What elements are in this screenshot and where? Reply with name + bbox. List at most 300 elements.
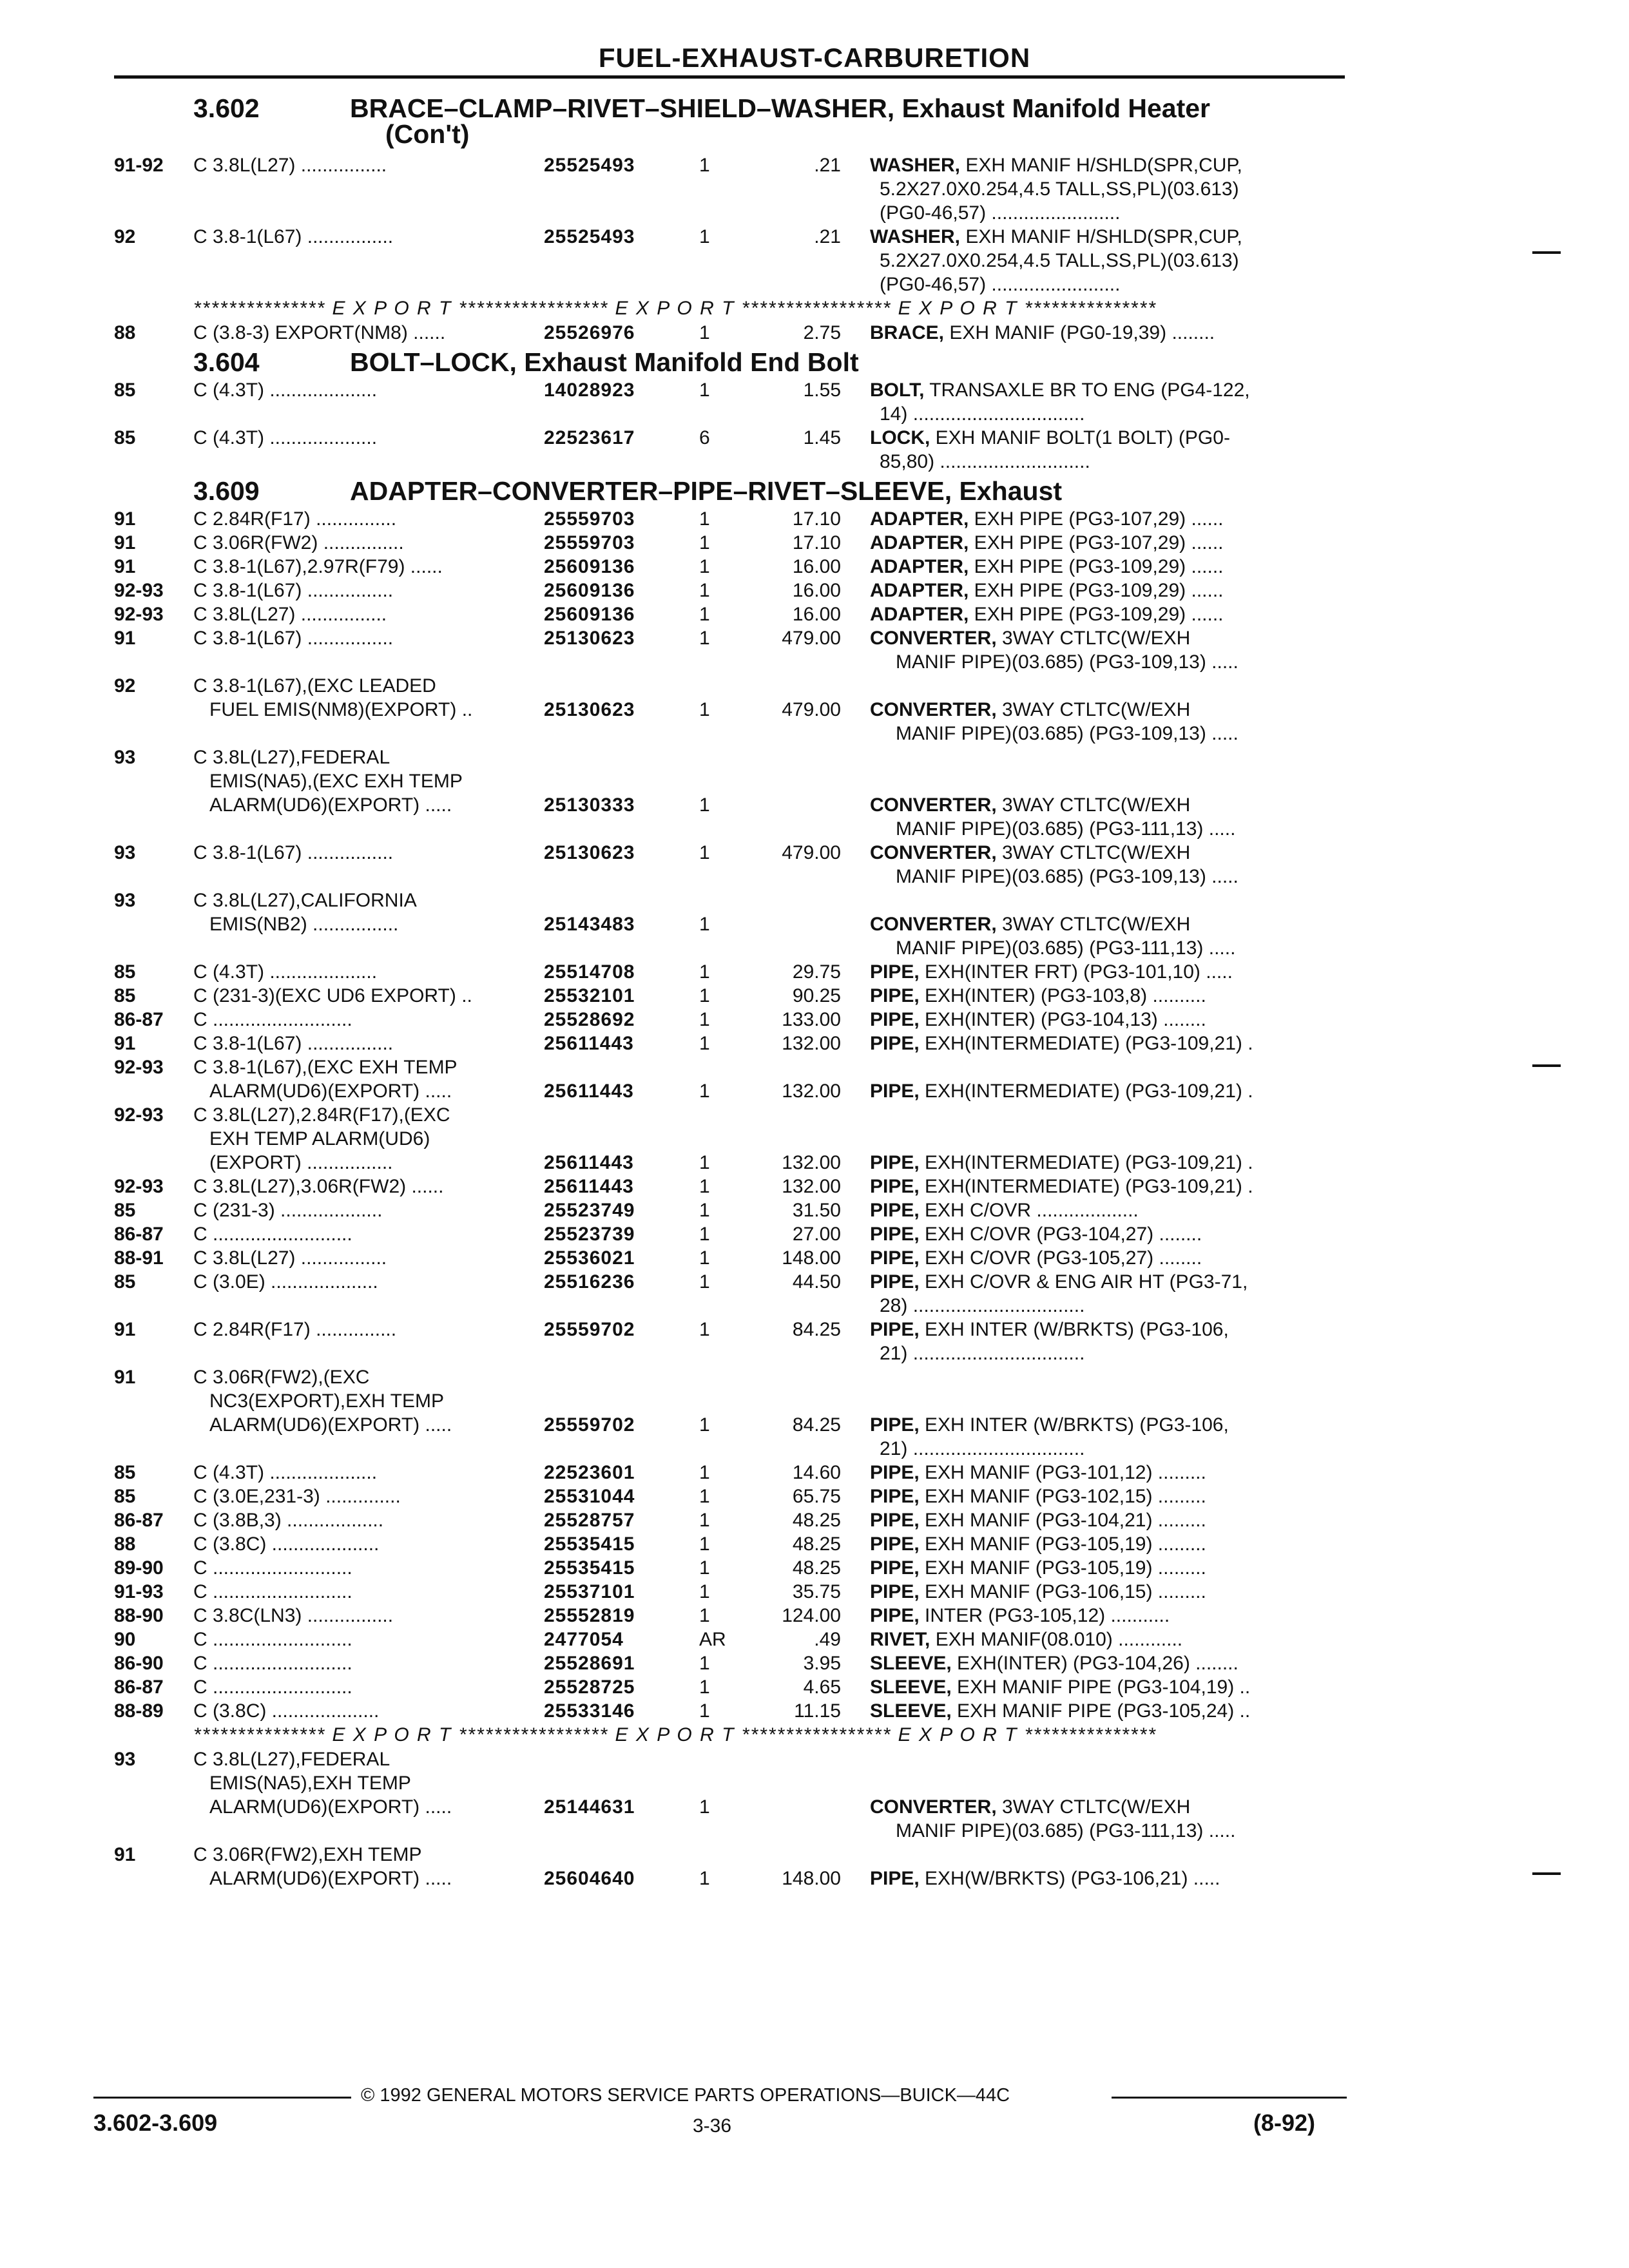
part-number: 25536021 bbox=[544, 1247, 635, 1269]
section-number: 3.602 bbox=[193, 93, 260, 123]
model-year: 91 bbox=[114, 1319, 136, 1340]
margin-mark bbox=[1532, 251, 1561, 254]
description bbox=[870, 984, 1344, 1008]
table-row bbox=[0, 1318, 1629, 1365]
table-row bbox=[0, 1103, 1629, 1175]
model-year: 85 bbox=[114, 380, 136, 401]
description-text: EXH C/OVR (PG3-104,27) ........ bbox=[919, 1224, 1202, 1245]
part-number: 2477054 bbox=[544, 1629, 624, 1650]
application: C 3.06R(FW2) ............... bbox=[193, 532, 404, 553]
quantity: 1 bbox=[699, 1176, 710, 1197]
description-name: LOCK, bbox=[870, 427, 930, 448]
description-name: PIPE, bbox=[870, 1033, 920, 1054]
description: 28) ................................ bbox=[880, 1295, 1085, 1316]
description-text: EXH MANIF H/SHLD(SPR,CUP, bbox=[960, 226, 1242, 247]
description bbox=[870, 1246, 1344, 1270]
application: C 3.06R(FW2),(EXC bbox=[193, 1367, 370, 1388]
application: C .......................... bbox=[193, 1677, 352, 1698]
application: C (3.0E) .................... bbox=[193, 1271, 378, 1293]
footer-date: (8-92) bbox=[1253, 2109, 1316, 2136]
description bbox=[870, 1556, 1344, 1580]
price: 84.25 bbox=[792, 1414, 841, 1436]
table-row bbox=[0, 745, 1629, 840]
application: C .......................... bbox=[193, 1653, 352, 1674]
quantity: 1 bbox=[699, 961, 710, 983]
table-row bbox=[0, 674, 1629, 744]
description-name: CONVERTER, bbox=[870, 628, 997, 649]
model-year: 92 bbox=[114, 226, 136, 247]
application: ALARM(UD6)(EXPORT) ..... bbox=[209, 1414, 452, 1436]
description-name: PIPE, bbox=[870, 1414, 920, 1436]
part-number: 25144631 bbox=[544, 1796, 635, 1818]
table-row bbox=[0, 984, 1629, 1008]
part-number: 25535415 bbox=[544, 1533, 635, 1555]
section-title-continued: (Con't) bbox=[385, 119, 470, 149]
application: C (231-3) ................... bbox=[193, 1200, 383, 1221]
model-year: 86-87 bbox=[114, 1510, 164, 1531]
part-number: 25559702 bbox=[544, 1319, 635, 1340]
description-name: PIPE, bbox=[870, 961, 920, 983]
part-number: 25130623 bbox=[544, 842, 635, 863]
application: EMIS(NA5),EXH TEMP bbox=[209, 1773, 411, 1794]
part-number: 25523739 bbox=[544, 1224, 635, 1245]
application: ALARM(UD6)(EXPORT) ..... bbox=[209, 1081, 452, 1102]
description-text: EXH C/OVR ................... bbox=[919, 1200, 1139, 1221]
description-text: EXH(INTERMEDIATE) (PG3-109,21) . bbox=[919, 1081, 1253, 1102]
price: 48.25 bbox=[792, 1557, 841, 1579]
part-number: 25559703 bbox=[544, 508, 635, 530]
table-row bbox=[0, 1008, 1629, 1032]
table-row bbox=[0, 555, 1629, 579]
description bbox=[870, 626, 1344, 650]
description-name: SLEEVE, bbox=[870, 1653, 952, 1674]
part-number: 25533146 bbox=[544, 1700, 635, 1722]
description-text: EXH PIPE (PG3-107,29) ...... bbox=[969, 532, 1224, 553]
table-row bbox=[0, 1628, 1629, 1651]
table-row bbox=[0, 1508, 1629, 1532]
section-title: BRACE–CLAMP–RIVET–SHIELD–WASHER, Exhaust Manifold Heater bbox=[350, 93, 1211, 123]
description bbox=[870, 1651, 1344, 1675]
model-year: 88-90 bbox=[114, 1605, 164, 1626]
application: C 3.8L(L27),FEDERAL bbox=[193, 747, 390, 768]
description-name: PIPE, bbox=[870, 1271, 920, 1293]
description-name: CONVERTER, bbox=[870, 794, 997, 816]
model-year: 93 bbox=[114, 1749, 136, 1770]
part-number: 25531044 bbox=[544, 1486, 635, 1507]
model-year: 85 bbox=[114, 1200, 136, 1221]
price: 48.25 bbox=[792, 1533, 841, 1555]
quantity: 1 bbox=[699, 1510, 710, 1531]
part-number: 25514708 bbox=[544, 961, 635, 983]
description-name: PIPE, bbox=[870, 1605, 920, 1626]
model-year: 91 bbox=[114, 556, 136, 577]
application: C (3.8C) .................... bbox=[193, 1533, 380, 1555]
model-year: 86-87 bbox=[114, 1224, 164, 1245]
quantity: 1 bbox=[699, 1319, 710, 1340]
part-number: 25130333 bbox=[544, 794, 635, 816]
model-year: 93 bbox=[114, 747, 136, 768]
footer-page-number: 3-36 bbox=[693, 2115, 732, 2137]
quantity: 1 bbox=[699, 226, 710, 247]
model-year: 91 bbox=[114, 508, 136, 530]
application: FUEL EMIS(NM8)(EXPORT) .. bbox=[209, 699, 473, 720]
part-number: 25611443 bbox=[544, 1081, 634, 1102]
description: (PG0-46,57) ........................ bbox=[880, 274, 1121, 295]
model-year: 91 bbox=[114, 532, 136, 553]
part-number: 25537101 bbox=[544, 1581, 635, 1602]
description bbox=[870, 1867, 1344, 1890]
description-name: PIPE, bbox=[870, 1486, 920, 1507]
description-text: EXH INTER (W/BRKTS) (PG3-106, bbox=[919, 1414, 1229, 1436]
description: MANIF PIPE)(03.685) (PG3-109,13) ..... bbox=[896, 651, 1239, 673]
quantity: 1 bbox=[699, 794, 710, 816]
model-year: 86-90 bbox=[114, 1653, 164, 1674]
description-name: PIPE, bbox=[870, 1176, 920, 1197]
description bbox=[870, 153, 1344, 177]
export-divider: *************** E X P O R T ***************** E X P O R T ***************** E X P O R T *************** bbox=[193, 298, 1157, 319]
table-row bbox=[0, 889, 1629, 959]
part-number: 25611443 bbox=[544, 1176, 634, 1197]
table-row bbox=[0, 1055, 1629, 1103]
price: 84.25 bbox=[792, 1319, 841, 1340]
description: MANIF PIPE)(03.685) (PG3-111,13) ..... bbox=[896, 818, 1236, 840]
quantity: 1 bbox=[699, 580, 710, 601]
model-year: 85 bbox=[114, 1462, 136, 1483]
part-number: 25130623 bbox=[544, 628, 635, 649]
application: C .......................... bbox=[193, 1629, 352, 1650]
description bbox=[870, 1795, 1344, 1819]
price: 65.75 bbox=[792, 1486, 841, 1507]
description-name: BRACE, bbox=[870, 322, 945, 343]
application: C 3.8L(L27) ................ bbox=[193, 604, 387, 625]
description-text: EXH INTER (W/BRKTS) (PG3-106, bbox=[919, 1319, 1229, 1340]
description-name: ADAPTER, bbox=[870, 604, 969, 625]
description-text: EXH(INTERMEDIATE) (PG3-109,21) . bbox=[919, 1152, 1253, 1173]
description-text: INTER (PG3-105,12) ........... bbox=[919, 1605, 1170, 1626]
price: 4.65 bbox=[803, 1677, 841, 1698]
price: 132.00 bbox=[782, 1176, 841, 1197]
application: C 3.8-1(L67) ................ bbox=[193, 580, 394, 601]
quantity: 1 bbox=[699, 322, 710, 343]
price: 27.00 bbox=[792, 1224, 841, 1245]
footer-section-range: 3.602-3.609 bbox=[93, 2109, 218, 2136]
part-number: 25611443 bbox=[544, 1152, 634, 1173]
description bbox=[870, 579, 1344, 602]
part-number: 25528692 bbox=[544, 1009, 635, 1030]
section-title: ADAPTER–CONVERTER–PIPE–RIVET–SLEEVE, Exhaust bbox=[350, 476, 1063, 506]
description bbox=[870, 1413, 1344, 1437]
quantity: 1 bbox=[699, 1677, 710, 1698]
model-year: 91 bbox=[114, 1844, 136, 1865]
price: 11.15 bbox=[794, 1700, 841, 1722]
application: C (231-3)(EXC UD6 EXPORT) .. bbox=[193, 985, 472, 1006]
quantity: 1 bbox=[699, 1152, 710, 1173]
description bbox=[870, 1222, 1344, 1246]
application: C 3.06R(FW2),EXH TEMP bbox=[193, 1844, 422, 1865]
application: C 3.8-1(L67),(EXC LEADED bbox=[193, 675, 436, 697]
description-name: PIPE, bbox=[870, 1868, 920, 1889]
description: 21) ................................ bbox=[880, 1343, 1085, 1364]
description-name: CONVERTER, bbox=[870, 699, 997, 720]
description bbox=[870, 1604, 1344, 1628]
part-number: 25559702 bbox=[544, 1414, 635, 1436]
table-row bbox=[0, 626, 1629, 674]
application: C 3.8L(L27),CALIFORNIA bbox=[193, 890, 417, 911]
quantity: 1 bbox=[699, 1414, 710, 1436]
section-title: BOLT–LOCK, Exhaust Manifold End Bolt bbox=[350, 347, 859, 377]
quantity: 1 bbox=[699, 1271, 710, 1293]
model-year: 91-93 bbox=[114, 1581, 164, 1602]
price: 17.10 bbox=[792, 508, 841, 530]
description: (PG0-46,57) ........................ bbox=[880, 202, 1121, 224]
price: 124.00 bbox=[782, 1605, 841, 1626]
application: C 3.8-1(L67) ................ bbox=[193, 1033, 394, 1054]
table-row bbox=[0, 1270, 1629, 1318]
description: 21) ................................ bbox=[880, 1438, 1085, 1459]
description-text: 3WAY CTLTC(W/EXH bbox=[996, 914, 1191, 935]
quantity: 1 bbox=[699, 380, 710, 401]
application: C (3.8-3) EXPORT(NM8) ...... bbox=[193, 322, 446, 343]
description-name: PIPE, bbox=[870, 1581, 920, 1602]
description-text: EXH PIPE (PG3-109,29) ...... bbox=[969, 604, 1224, 625]
quantity: 1 bbox=[699, 1533, 710, 1555]
description-text: EXH PIPE (PG3-109,29) ...... bbox=[969, 556, 1224, 577]
description bbox=[870, 1485, 1344, 1508]
model-year: 91 bbox=[114, 1033, 136, 1054]
description-text: EXH(W/BRKTS) (PG3-106,21) ..... bbox=[919, 1868, 1220, 1889]
model-year: 88-89 bbox=[114, 1700, 164, 1722]
application: C 3.8-1(L67) ................ bbox=[193, 226, 394, 247]
quantity: 1 bbox=[699, 1224, 710, 1245]
quantity: 1 bbox=[699, 699, 710, 720]
table-row bbox=[0, 602, 1629, 626]
description-name: ADAPTER, bbox=[870, 580, 969, 601]
application: C (4.3T) .................... bbox=[193, 427, 378, 448]
price: 148.00 bbox=[782, 1247, 841, 1269]
description-name: PIPE, bbox=[870, 1533, 920, 1555]
description bbox=[870, 225, 1344, 249]
model-year: 85 bbox=[114, 1271, 136, 1293]
description bbox=[870, 321, 1344, 345]
quantity: 1 bbox=[699, 1581, 710, 1602]
description-text: EXH MANIF (PG3-105,19) ......... bbox=[919, 1557, 1206, 1579]
page-title: FUEL-EXHAUST-CARBURETION bbox=[598, 43, 1031, 73]
quantity: 6 bbox=[699, 427, 710, 448]
table-row bbox=[0, 1461, 1629, 1485]
model-year: 85 bbox=[114, 1486, 136, 1507]
part-number: 14028923 bbox=[544, 380, 635, 401]
section-number: 3.604 bbox=[193, 347, 260, 377]
description-name: PIPE, bbox=[870, 1224, 920, 1245]
application: C 3.8-1(L67) ................ bbox=[193, 628, 394, 649]
part-number: 25609136 bbox=[544, 604, 635, 625]
application: C 2.84R(F17) ............... bbox=[193, 508, 397, 530]
table-row bbox=[0, 426, 1629, 474]
table-row bbox=[0, 507, 1629, 531]
quantity: 1 bbox=[699, 1486, 710, 1507]
quantity: 1 bbox=[699, 1557, 710, 1579]
description-text: EXH MANIF PIPE (PG3-105,24) .. bbox=[951, 1700, 1251, 1722]
description-text: EXH MANIF PIPE (PG3-104,19) .. bbox=[951, 1677, 1251, 1698]
description bbox=[870, 841, 1344, 865]
description: 85,80) ............................ bbox=[880, 451, 1090, 472]
table-row bbox=[0, 1556, 1629, 1580]
description-name: CONVERTER, bbox=[870, 842, 997, 863]
model-year: 92-93 bbox=[114, 1104, 164, 1126]
application: C 3.8L(L27),FEDERAL bbox=[193, 1749, 390, 1770]
application: ALARM(UD6)(EXPORT) ..... bbox=[209, 1868, 452, 1889]
table-row bbox=[0, 1032, 1629, 1055]
application: C .......................... bbox=[193, 1557, 352, 1579]
footer-copyright: © 1992 GENERAL MOTORS SERVICE PARTS OPERATIONS—BUICK—44C bbox=[361, 2085, 1010, 2106]
description-name: PIPE, bbox=[870, 1152, 920, 1173]
description-name: PIPE, bbox=[870, 1081, 920, 1102]
application: C .......................... bbox=[193, 1224, 352, 1245]
description bbox=[870, 1151, 1344, 1175]
application: C 3.8C(LN3) ................ bbox=[193, 1605, 394, 1626]
table-row bbox=[0, 841, 1629, 889]
description: 5.2X27.0X0.254,4.5 TALL,SS,PL)(03.613) bbox=[880, 178, 1239, 200]
quantity: 1 bbox=[699, 1868, 710, 1889]
table-row bbox=[0, 1675, 1629, 1699]
application: C 3.8-1(L67),2.97R(F79) ...... bbox=[193, 556, 443, 577]
quantity: 1 bbox=[699, 556, 710, 577]
description bbox=[870, 1699, 1344, 1723]
quantity: 1 bbox=[699, 1081, 710, 1102]
model-year: 86-87 bbox=[114, 1009, 164, 1030]
footer-rule-left bbox=[93, 2097, 351, 2099]
description-name: PIPE, bbox=[870, 1462, 920, 1483]
quantity: 1 bbox=[699, 1462, 710, 1483]
price: 17.10 bbox=[792, 532, 841, 553]
description-text: EXH(INTER) (PG3-103,8) .......... bbox=[919, 985, 1206, 1006]
application: ALARM(UD6)(EXPORT) ..... bbox=[209, 794, 452, 816]
table-row bbox=[0, 1651, 1629, 1675]
table-row bbox=[0, 1699, 1629, 1723]
description-text: EXH MANIF H/SHLD(SPR,CUP, bbox=[960, 155, 1242, 176]
description-text: EXH MANIF (PG3-104,21) ......... bbox=[919, 1510, 1206, 1531]
table-row bbox=[0, 1365, 1629, 1459]
description-text: EXH MANIF (PG3-106,15) ......... bbox=[919, 1581, 1206, 1602]
application: C (4.3T) .................... bbox=[193, 961, 378, 983]
application: C 3.8L(L27),2.84R(F17),(EXC bbox=[193, 1104, 450, 1126]
part-number: 22523601 bbox=[544, 1462, 635, 1483]
description: MANIF PIPE)(03.685) (PG3-111,13) ..... bbox=[896, 1820, 1236, 1841]
application: C (4.3T) .................... bbox=[193, 380, 378, 401]
description-text: EXH MANIF (PG3-105,19) ......... bbox=[919, 1533, 1206, 1555]
application: C 3.8-1(L67),(EXC EXH TEMP bbox=[193, 1057, 458, 1078]
description-name: SLEEVE, bbox=[870, 1700, 952, 1722]
description-text: 3WAY CTLTC(W/EXH bbox=[996, 794, 1191, 816]
application: EMIS(NB2) ................ bbox=[209, 914, 399, 935]
application: NC3(EXPORT),EXH TEMP bbox=[209, 1390, 444, 1412]
model-year: 91 bbox=[114, 628, 136, 649]
description bbox=[870, 1461, 1344, 1485]
part-number: 25526976 bbox=[544, 322, 635, 343]
model-year: 88 bbox=[114, 1533, 136, 1555]
description-name: BOLT, bbox=[870, 380, 925, 401]
model-year: 86-87 bbox=[114, 1677, 164, 1698]
description bbox=[870, 1580, 1344, 1604]
part-number: 25559703 bbox=[544, 532, 635, 553]
price: .49 bbox=[814, 1629, 841, 1650]
price: 14.60 bbox=[792, 1462, 841, 1483]
model-year: 92-93 bbox=[114, 1057, 164, 1078]
table-row bbox=[0, 1747, 1629, 1841]
quantity: 1 bbox=[699, 1247, 710, 1269]
quantity: 1 bbox=[699, 155, 710, 176]
table-row bbox=[0, 321, 1629, 345]
table-row bbox=[0, 378, 1629, 426]
application: C (4.3T) .................... bbox=[193, 1462, 378, 1483]
table-row bbox=[0, 225, 1629, 296]
description-text: EXH(INTERMEDIATE) (PG3-109,21) . bbox=[919, 1176, 1253, 1197]
description bbox=[870, 1008, 1344, 1032]
description: 5.2X27.0X0.254,4.5 TALL,SS,PL)(03.613) bbox=[880, 250, 1239, 271]
description bbox=[870, 602, 1344, 626]
table-row bbox=[0, 1532, 1629, 1556]
description-name: PIPE, bbox=[870, 1200, 920, 1221]
quantity: 1 bbox=[699, 842, 710, 863]
model-year: 85 bbox=[114, 427, 136, 448]
header-rule bbox=[114, 75, 1345, 79]
part-number: 22523617 bbox=[544, 427, 635, 448]
section-number: 3.609 bbox=[193, 476, 260, 506]
part-number: 25130623 bbox=[544, 699, 635, 720]
part-number: 25525493 bbox=[544, 155, 635, 176]
quantity: 1 bbox=[699, 1200, 710, 1221]
part-number: 25609136 bbox=[544, 580, 635, 601]
part-number: 25143483 bbox=[544, 914, 635, 935]
description-text: EXH(INTER FRT) (PG3-101,10) ..... bbox=[919, 961, 1233, 983]
table-row bbox=[0, 1604, 1629, 1628]
application: C 3.8L(L27) ................ bbox=[193, 155, 387, 176]
description bbox=[870, 1508, 1344, 1532]
model-year: 92 bbox=[114, 675, 136, 697]
description-text: EXH(INTER) (PG3-104,13) ........ bbox=[919, 1009, 1206, 1030]
price: .21 bbox=[814, 155, 841, 176]
description-text: 3WAY CTLTC(W/EXH bbox=[996, 1796, 1191, 1818]
table-row bbox=[0, 153, 1629, 225]
description-text: EXH(INTER) (PG3-104,26) ........ bbox=[951, 1653, 1239, 1674]
description bbox=[870, 378, 1344, 402]
model-year: 92-93 bbox=[114, 604, 164, 625]
application: C 3.8L(L27) ................ bbox=[193, 1247, 387, 1269]
quantity: 1 bbox=[699, 604, 710, 625]
description bbox=[870, 793, 1344, 817]
description-text: EXH C/OVR (PG3-105,27) ........ bbox=[919, 1247, 1202, 1269]
description bbox=[870, 1318, 1344, 1341]
table-row bbox=[0, 960, 1629, 984]
quantity: 1 bbox=[699, 1033, 710, 1054]
table-row bbox=[0, 1175, 1629, 1198]
description-text: EXH C/OVR & ENG AIR HT (PG3-71, bbox=[919, 1271, 1248, 1293]
description bbox=[870, 555, 1344, 579]
part-number: 25552819 bbox=[544, 1605, 635, 1626]
description-name: PIPE, bbox=[870, 1319, 920, 1340]
model-year: 89-90 bbox=[114, 1557, 164, 1579]
application: C (3.8B,3) .................. bbox=[193, 1510, 384, 1531]
export-divider: *************** E X P O R T ***************** E X P O R T ***************** E X P O R T *************** bbox=[193, 1724, 1157, 1745]
description bbox=[870, 531, 1344, 555]
part-number: 25525493 bbox=[544, 226, 635, 247]
description-text: 3WAY CTLTC(W/EXH bbox=[996, 628, 1191, 649]
application: C 3.8L(L27),3.06R(FW2) ...... bbox=[193, 1176, 444, 1197]
application: C 3.8-1(L67) ................ bbox=[193, 842, 394, 863]
description bbox=[870, 960, 1344, 984]
price: 1.45 bbox=[803, 427, 841, 448]
price: 479.00 bbox=[782, 628, 841, 649]
